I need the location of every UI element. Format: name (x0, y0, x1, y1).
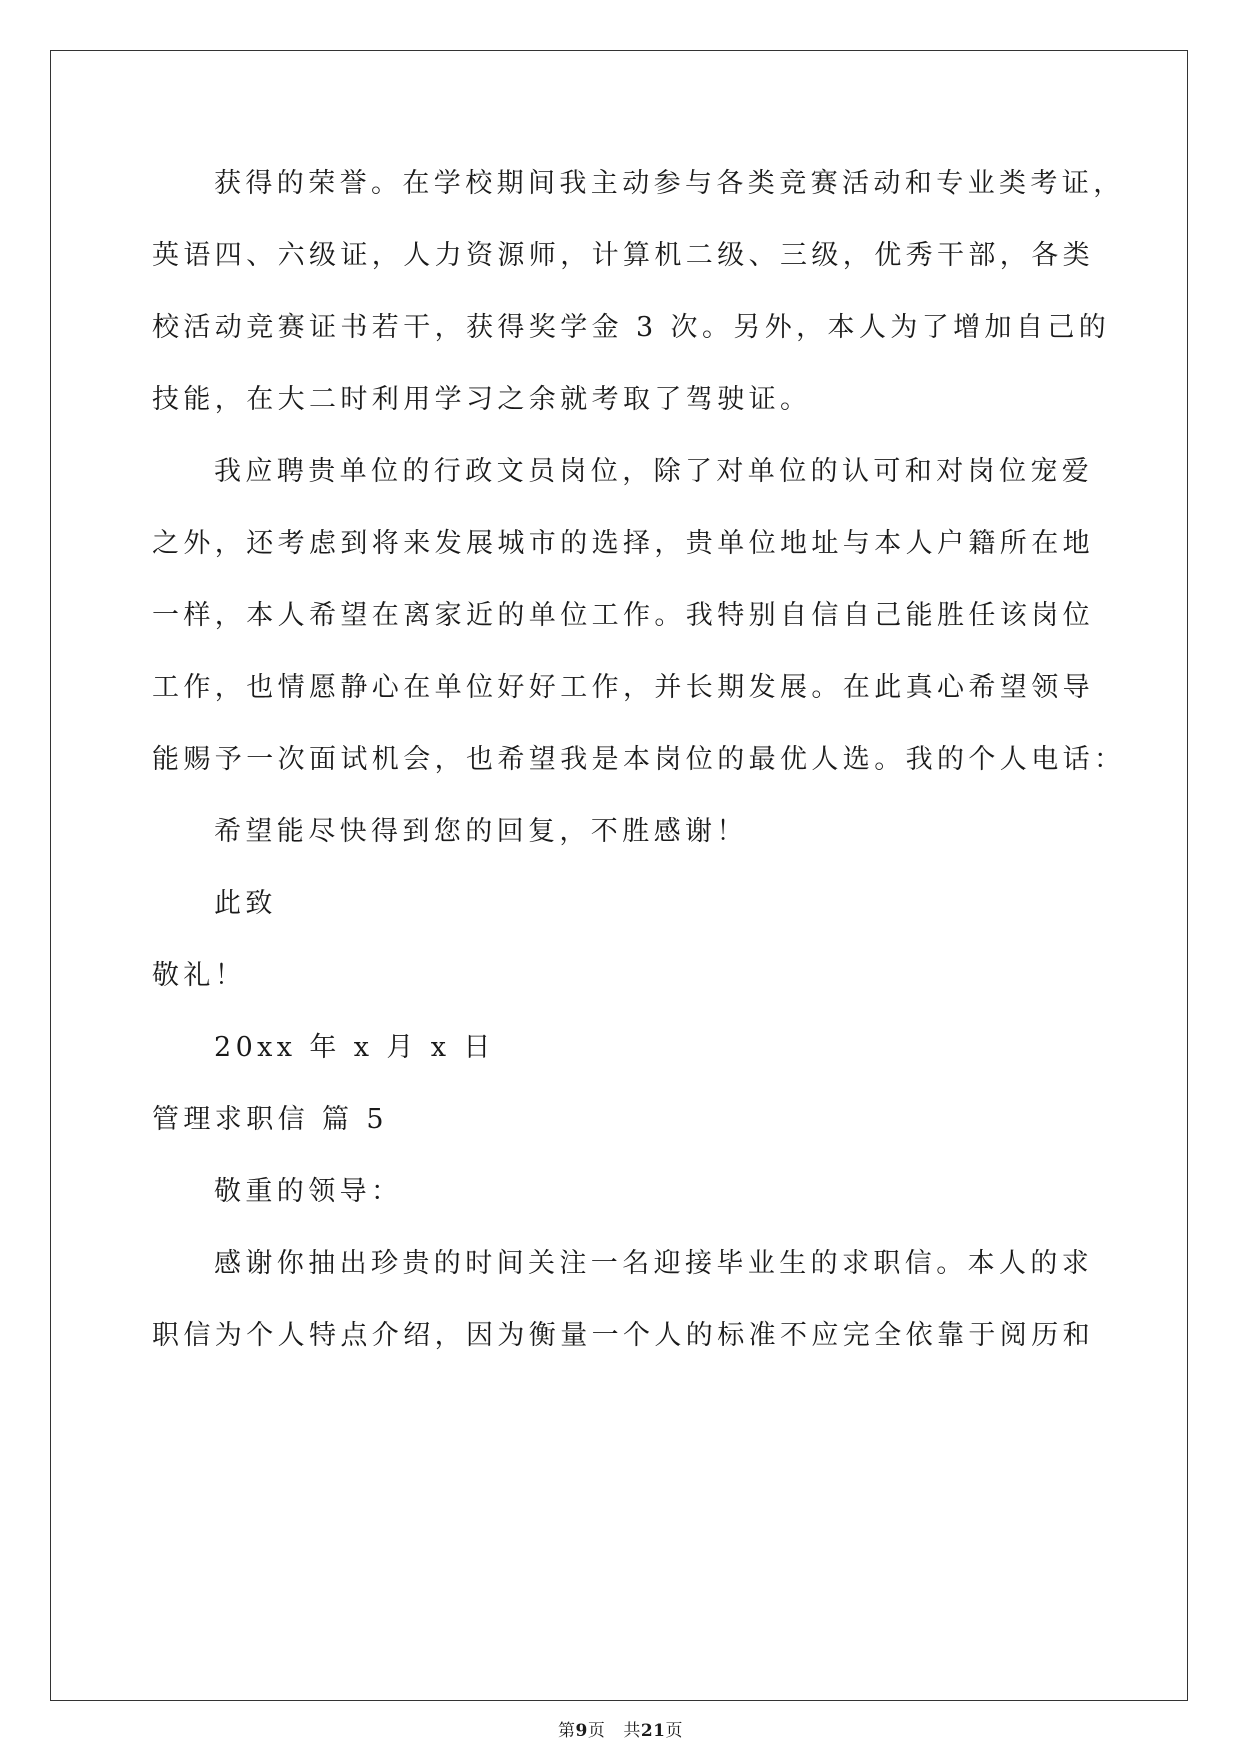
page-prefix: 第 (557, 1721, 576, 1741)
salutation-line: 此致 (214, 888, 277, 919)
page-border (50, 50, 1188, 1701)
closing-line: 希望能尽快得到您的回复，不胜感谢！ (214, 816, 748, 847)
total-pages: 21 (640, 1721, 666, 1741)
paragraph-line: 英语四、六级证，人力资源师，计算机二级、三级，优秀干部，各类 (152, 240, 1094, 271)
paragraph-line: 我应聘贵单位的行政文员岗位，除了对单位的认可和对岗位宠爱 (214, 456, 1094, 487)
page-number: 9 (575, 1721, 588, 1741)
paragraph-line: 技能，在大二时利用学习之余就考取了驾驶证。 (152, 384, 812, 415)
total-unit: 页 (665, 1721, 683, 1741)
page-footer (0, 1716, 1241, 1741)
paragraph-line: 获得的荣誉。在学校期间我主动参与各类竞赛活动和专业类考证， (214, 168, 1125, 199)
salutation-line: 敬礼！ (152, 960, 247, 991)
paragraph-line: 工作，也情愿静心在单位好好工作，并长期发展。在此真心希望领导 (152, 672, 1094, 703)
paragraph-line: 能赐予一次面试机会，也希望我是本岗位的最优人选。我的个人电话： (152, 744, 1126, 775)
greeting-line: 敬重的领导： (214, 1176, 403, 1207)
paragraph-line: 感谢你抽出珍贵的时间关注一名迎接毕业生的求职信。本人的求 (214, 1248, 1094, 1279)
paragraph-line: 一样，本人希望在离家近的单位工作。我特别自信自己能胜任该岗位 (152, 600, 1094, 631)
section-heading: 管理求职信 篇 5 (152, 1104, 388, 1135)
page-unit: 页 (587, 1721, 606, 1741)
paragraph-line: 之外，还考虑到将来发展城市的选择，贵单位地址与本人户籍所在地 (152, 528, 1094, 559)
paragraph-line: 职信为个人特点介绍，因为衡量一个人的标准不应完全依靠于阅历和 (152, 1320, 1094, 1351)
date-line: 20xx 年 x 月 x 日 (214, 1032, 495, 1063)
paragraph-line: 校活动竞赛证书若干，获得奖学金 3 次。另外，本人为了增加自己的 (152, 312, 1111, 343)
total-prefix: 共 (623, 1721, 641, 1741)
